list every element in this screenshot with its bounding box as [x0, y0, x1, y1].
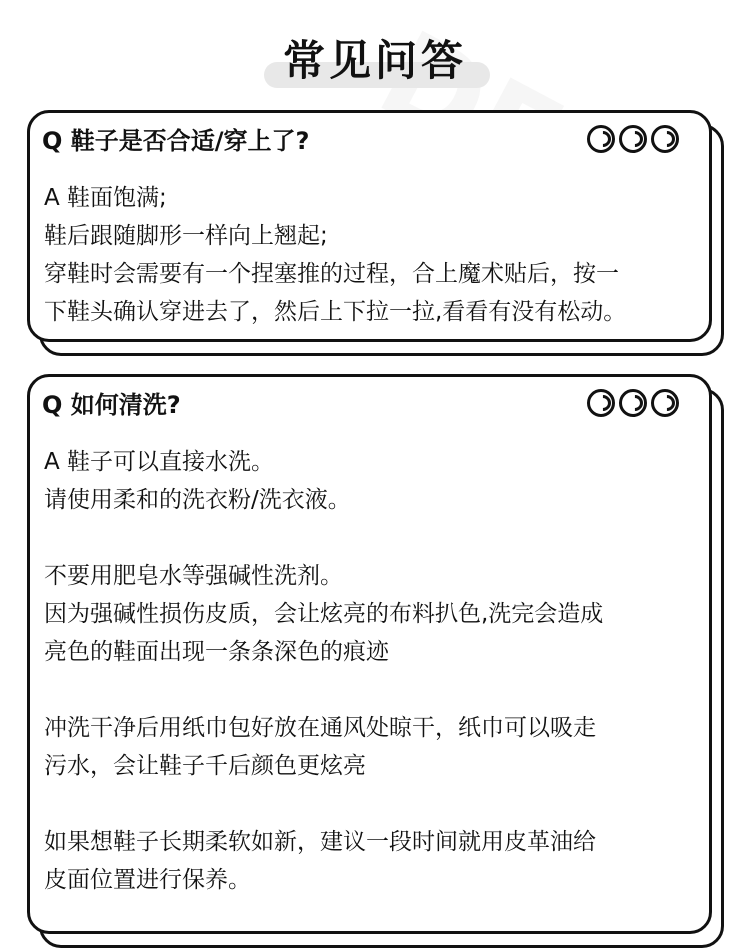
faq-answer	[44, 179, 699, 331]
circle-icon	[587, 389, 615, 417]
page-header	[0, 24, 750, 94]
faq-answer	[44, 443, 699, 899]
page-title: 常见问答	[282, 36, 467, 85]
answer-line: 穿鞋时会需要有一个捏塞推的过程，合上魔术贴后，按一	[44, 261, 619, 287]
answer-line: 污水，会让鞋子千后颜色更炫亮	[44, 753, 366, 779]
answer-line: A 鞋面饱满;	[44, 185, 167, 211]
circle-icon	[651, 389, 679, 417]
answer-line	[44, 519, 699, 557]
answer-line	[44, 785, 699, 823]
faq-question: Q 如何清洗?	[42, 391, 181, 419]
circle-icon	[619, 389, 647, 417]
faq-question: Q 鞋子是否合适/穿上了?	[42, 127, 310, 155]
faq-card-cleaning	[27, 374, 712, 934]
circle-icon	[587, 125, 615, 153]
answer-line: 皮面位置进行保养。	[44, 867, 251, 893]
answer-line: 因为强碱性损伤皮质，会让炫亮的布料扒色,洗完会造成	[44, 601, 604, 627]
answer-line: 鞋后跟随脚形一样向上翘起;	[44, 223, 328, 249]
answer-line	[44, 671, 699, 709]
faq-card-fit	[27, 110, 712, 342]
answer-line: 冲洗干净后用纸巾包好放在通风处晾干，纸巾可以吸走	[44, 715, 596, 741]
three-circles-icon	[587, 125, 679, 153]
answer-line: 下鞋头确认穿进去了，然后上下拉一拉,看看有没有松动。	[44, 299, 627, 325]
three-circles-icon	[587, 389, 679, 417]
circle-icon	[619, 125, 647, 153]
answer-line: 请使用柔和的洗衣粉/洗衣液。	[44, 487, 351, 513]
answer-line: 亮色的鞋面出现一条条深色的痕迹	[44, 639, 389, 665]
answer-line: 如果想鞋子长期柔软如新，建议一段时间就用皮革油给	[44, 829, 596, 855]
answer-line: A 鞋子可以直接水洗。	[44, 449, 275, 475]
circle-icon	[651, 125, 679, 153]
answer-line: 不要用肥皂水等强碱性洗剂。	[44, 563, 343, 589]
